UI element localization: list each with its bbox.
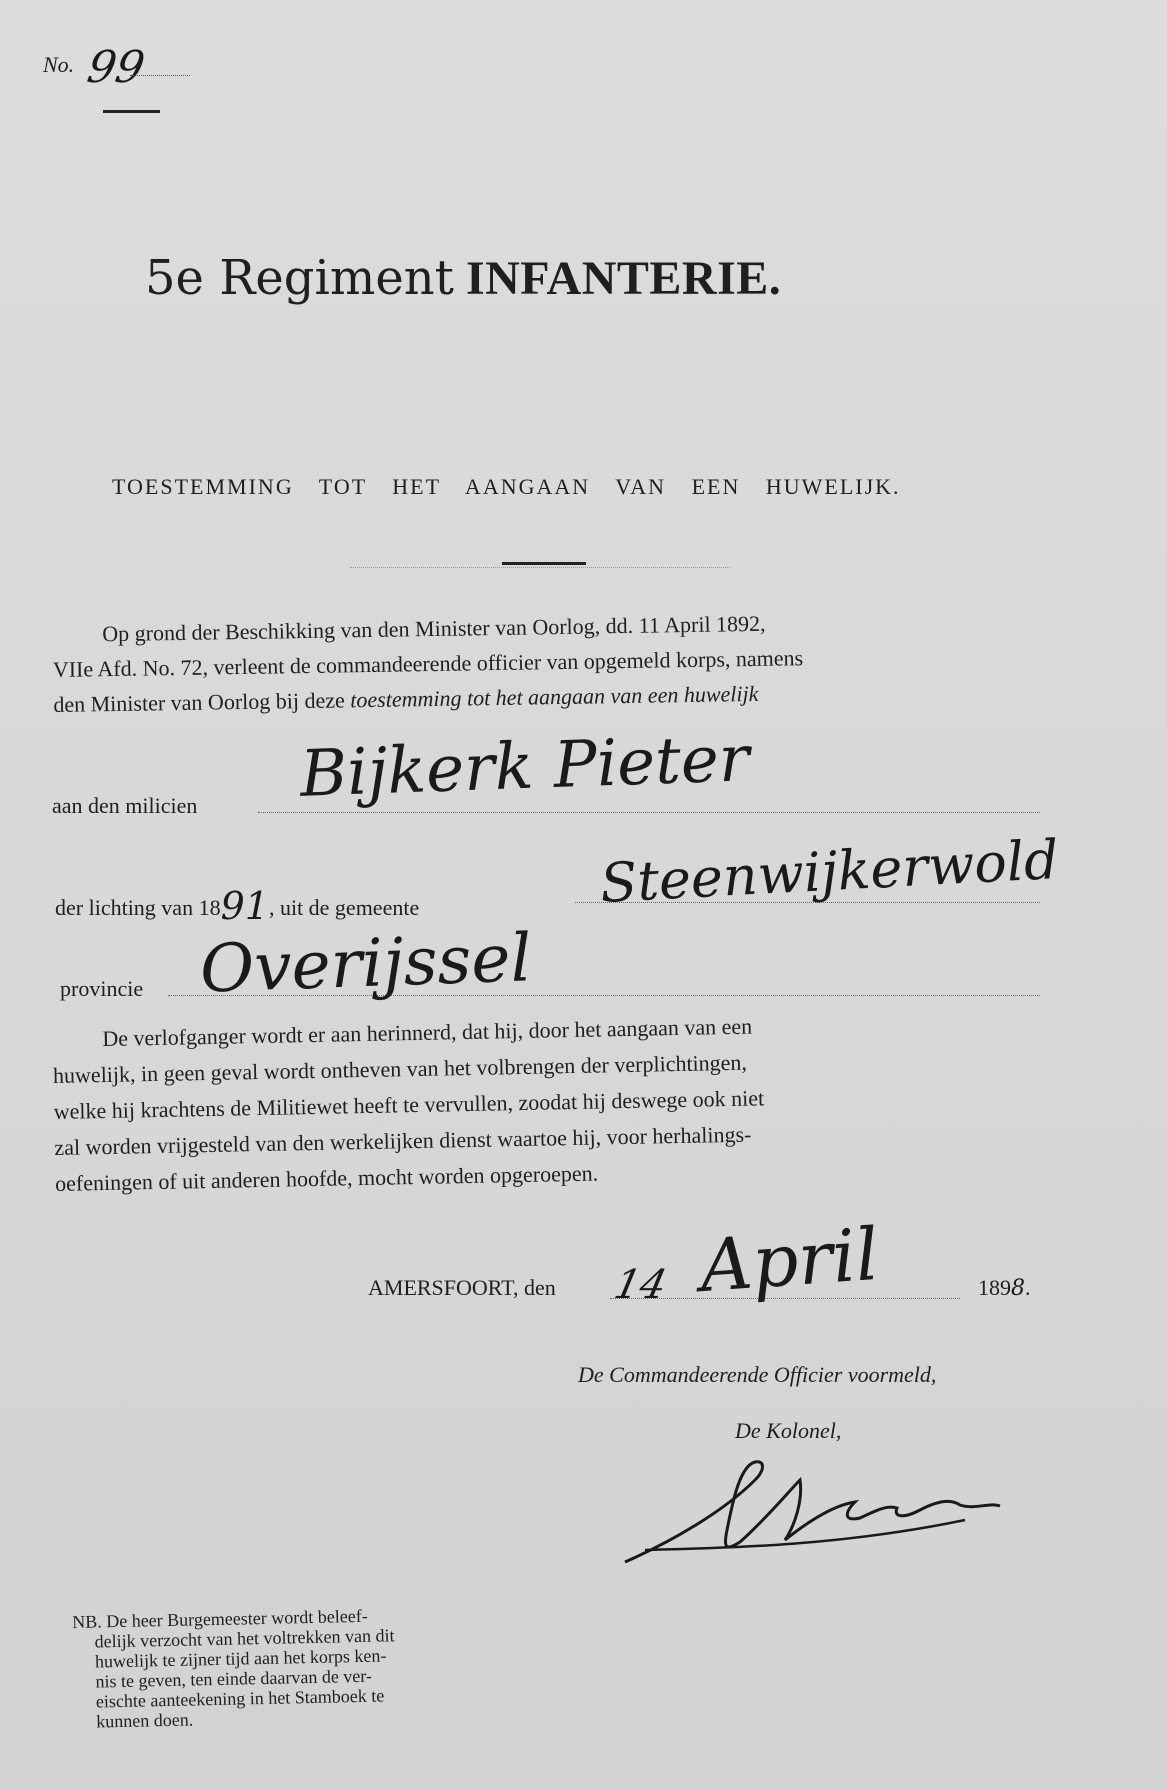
number-value: 99 — [83, 42, 149, 93]
notice-line-4: zal worden vrijgesteld van den werkelijken dienst waartoe hij, voor herhalings- — [54, 1121, 752, 1160]
footnote-line-4: nis te geven, ten einde daarvan de ver- — [95, 1665, 373, 1692]
footnote-line-6: kunnen doen. — [96, 1709, 194, 1732]
intro-line-3-italic: toestemming tot het aangaan van een huwelijk — [350, 680, 759, 713]
signature-mark — [615, 1450, 1005, 1580]
intro-line-3-plain: den Minister van Oorlog bij deze — [53, 687, 345, 717]
date-month: April — [697, 1211, 882, 1309]
class-line — [55, 880, 420, 928]
militia-value: Bijkerk Pieter — [298, 722, 751, 812]
municipality-value: Steenwijkerwold — [598, 828, 1061, 915]
document-subtitle: TOESTEMMING TOT HET AANGAAN VAN EEN HUWELIJK. — [112, 474, 901, 499]
center-rule — [502, 562, 586, 565]
notice-line-2: huwelijk, in geen geval wordt ontheven van het volbrengen der verplichtingen, — [52, 1049, 748, 1088]
intro-line-2: VIIe Afd. No. 72, verleent de commandeerende officier van opgemeld korps, namens — [52, 645, 804, 682]
date-year-digit: 8 — [1011, 1276, 1025, 1301]
footnote-line-3: huwelijk te zijner tijd aan het korps ken- — [94, 1645, 387, 1672]
notice-paragraph — [52, 1003, 1047, 1202]
number-rule — [103, 110, 160, 113]
footnote-line-2: delijk verzocht van het voltrekken van dit — [94, 1625, 395, 1652]
class-value: 91 — [220, 884, 269, 928]
footnote-line-5: eischte aanteekening in het Stamboek te — [95, 1685, 385, 1712]
date-line — [368, 1275, 556, 1301]
date-year — [978, 1275, 1031, 1301]
date-place: AMERSFOORT, den — [368, 1275, 556, 1300]
footnote — [72, 1603, 524, 1732]
militia-label: aan den milicien — [52, 793, 198, 818]
dotted-divider — [350, 567, 730, 568]
militia-fill-line — [258, 812, 1040, 813]
province-label: provincie — [60, 976, 144, 1001]
regiment-title-prefix: 5e Regiment — [145, 250, 454, 306]
notice-line-5: oefeningen of uit anderen hoofde, mocht worden opgeroepen. — [54, 1160, 599, 1196]
class-label-post: , uit de gemeente — [268, 895, 420, 920]
regiment-title — [145, 250, 781, 306]
notice-line-3: welke hij krachtens de Militiewet heeft te vervullen, zoodat hij deswege ook niet — [53, 1085, 765, 1124]
class-label-pre: der lichting van 18 — [55, 895, 221, 920]
number-label: No. — [43, 52, 75, 77]
regiment-title-main: INFANTERIE. — [465, 252, 782, 305]
intro-paragraph — [52, 601, 1046, 722]
intro-line-1: Op grond der Beschikking van den Minister van Oorlog, dd. 11 April 1892, — [102, 610, 766, 647]
signature-rank: De Kolonel, — [735, 1418, 842, 1443]
date-day: 14 — [610, 1262, 671, 1308]
date-year-pre: 189 — [978, 1275, 1011, 1300]
number-dotted-line — [130, 75, 190, 76]
date-end: . — [1025, 1275, 1031, 1300]
signature-role: De Commandeerende Officier voormeld, — [578, 1362, 937, 1387]
footnote-line-1: NB. De heer Burgemeester wordt beleef- — [72, 1605, 368, 1632]
province-value: Overijssel — [198, 919, 533, 1008]
notice-line-1: De verlofganger wordt er aan herinnerd, dat hij, door het aangaan van een — [102, 1013, 753, 1052]
